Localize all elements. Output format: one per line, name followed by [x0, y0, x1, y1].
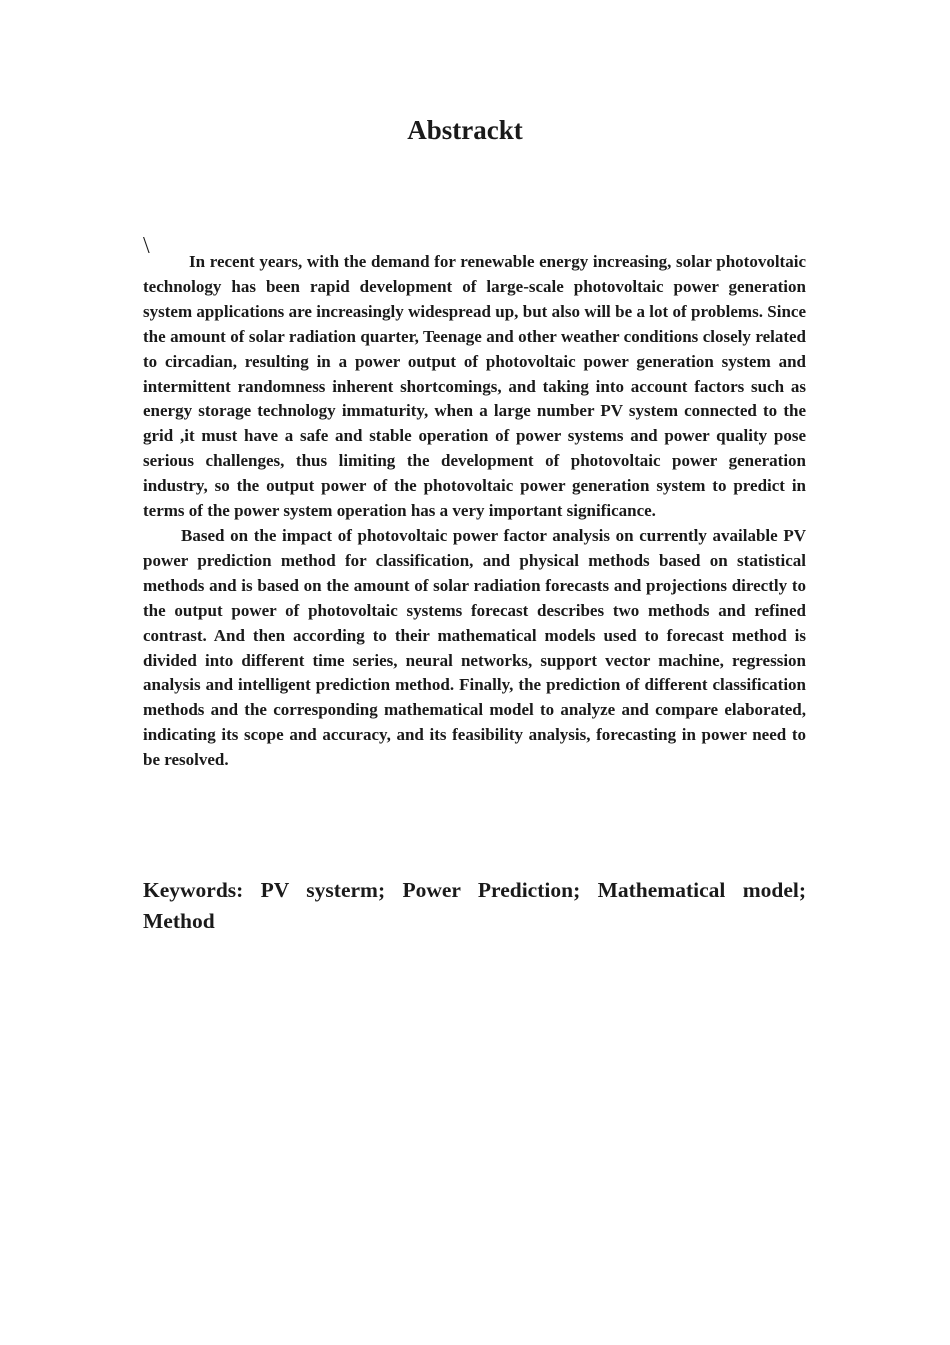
- keywords-line: Keywords: PV systerm; Power Prediction; Mathematical model; Method: [143, 878, 806, 933]
- stray-backslash-mark: \: [143, 233, 150, 259]
- abstract-paragraph-2: Based on the impact of photovoltaic power factor analysis on currently available PV power prediction method for classification, and physical methods based on statistical methods and is based on the amount of solar radiation forecasts and projections directly to the output power of photovoltaic systems forecast describes two methods and refined contrast. And then according to their mathematical models used to forecast method is divided into different time series, neural networks, support vector machine, regression analysis and intelligent prediction method. Finally, the prediction of different classification methods and the corresponding mathematical model to analyze and compare elaborated, indicating its scope and accuracy, and its feasibility analysis, forecasting in power need to be resolved.: [143, 525, 806, 770]
- abstract-body: [143, 250, 806, 773]
- abstract-paragraph-1: In recent years, with the demand for renewable energy increasing, solar photovoltaic technology has been rapid development of large-scale photovoltaic power generation system applications are increasingly widespread up, but also will be a lot of problems. Since the amount of solar radiation quarter, Teenage and other weather conditions closely related to circadian, resulting in a power output of photovoltaic power generation system and intermittent randomness inherent shortcomings, and taking into account factors such as energy storage technology immaturity, when a large number PV system connected to the grid ,it must have a safe and stable operation of power systems and power quality pose serious challenges, thus limiting the development of photovoltaic power generation industry, so the output power of the photovoltaic power generation system to predict in terms of the power system operation has a very important significance.: [143, 252, 806, 521]
- abstract-title: Abstrackt: [407, 115, 523, 145]
